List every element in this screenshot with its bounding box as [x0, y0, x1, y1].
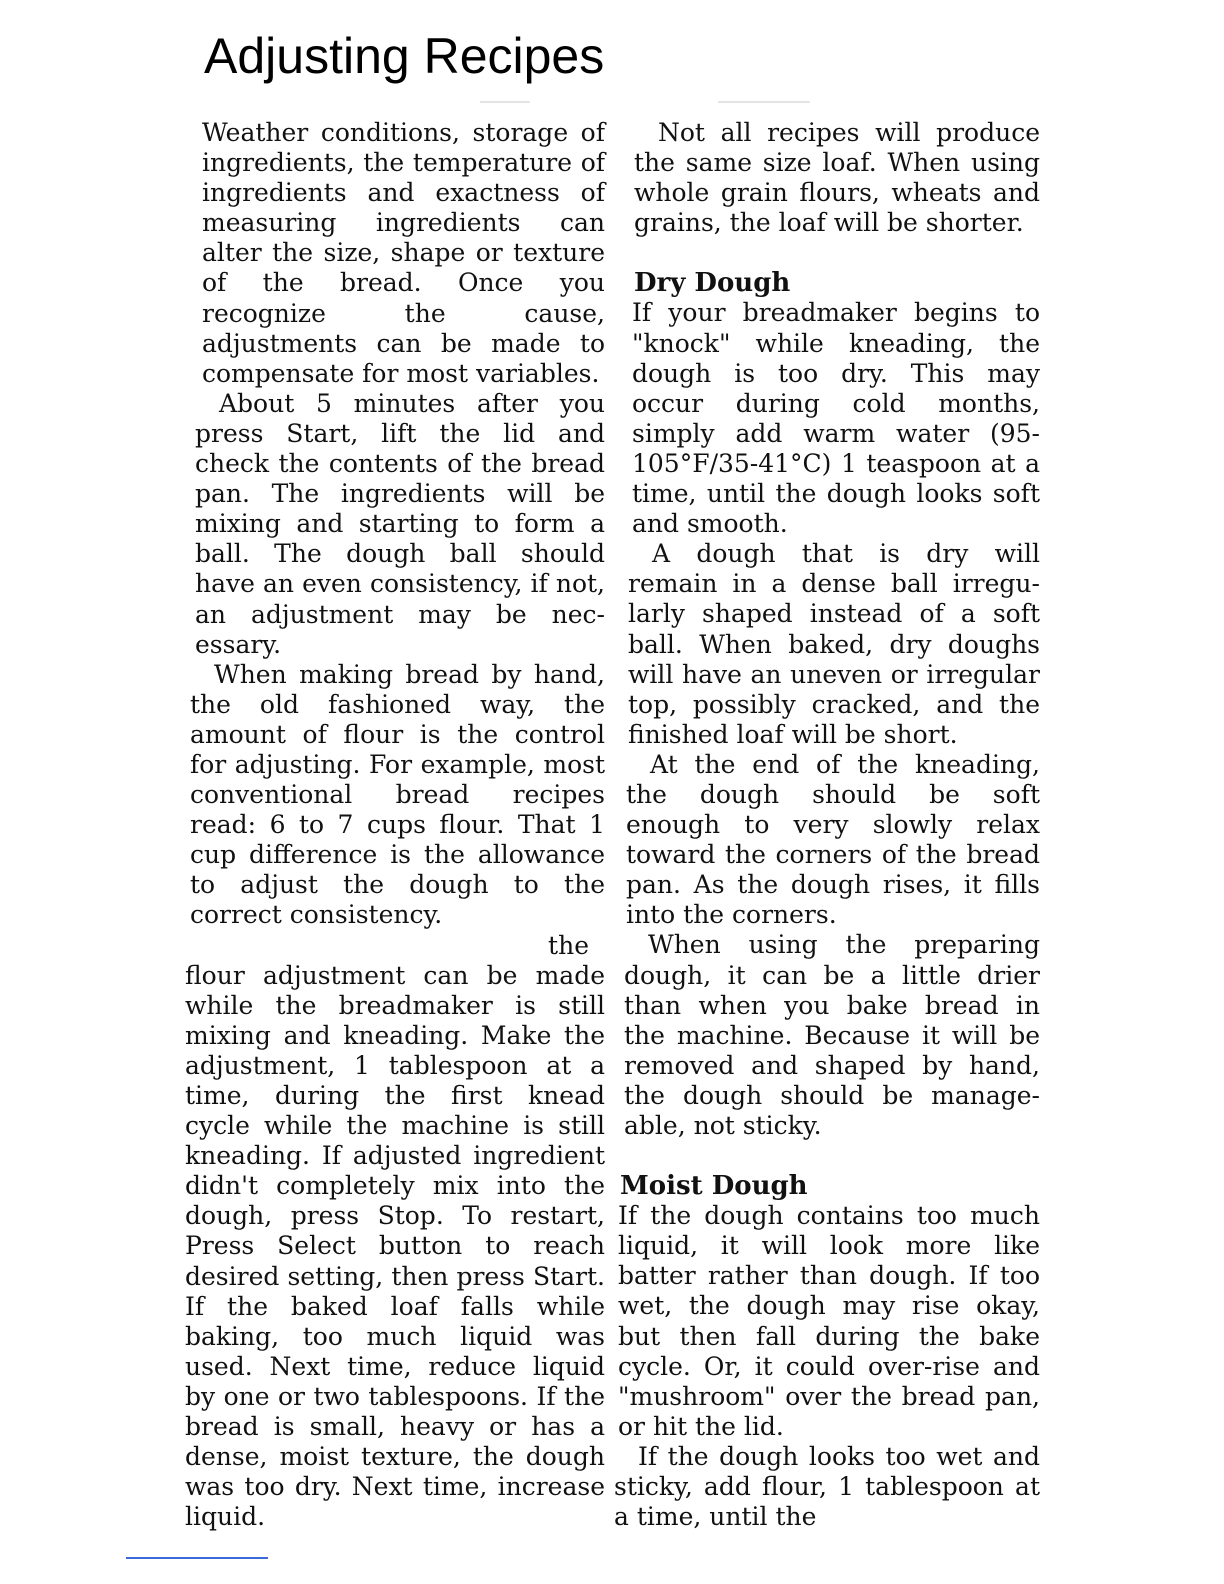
- footer-link-underline: [126, 1557, 268, 1559]
- flour-adjustment-lead: the: [548, 930, 589, 960]
- section-spacer: [614, 238, 1040, 268]
- header-divider-right: [718, 101, 810, 103]
- dry-dough-paragraph-1: If your breadmaker begins to "knock" while kneading, the dough is too dry. This may occur during cold months, simply add warm water (95-105°F/35-41°C) 1 teaspoon at a time, until the dough looks soft and smooth.: [632, 298, 1040, 539]
- moist-dough-paragraph-2: If the dough looks too wet and sticky, add flour, 1 tablespoon at a time, until the: [614, 1441, 1040, 1532]
- loaf-size-paragraph: Not all recipes will produce the same size loaf. When using whole grain flours, wheats and grains, the loaf will be shorter.: [634, 118, 1040, 238]
- moist-dough-heading: Moist Dough: [620, 1171, 808, 1202]
- page-title: Adjusting Recipes: [204, 28, 605, 84]
- start-check-paragraph: About 5 minutes after you press Start, lift the lid and check the contents of the bread pan. The ingredients will be mixing and starting to form a ball. The dough ball should have an even consistency, if not, an adjustment may be necessary.: [195, 388, 605, 659]
- moist-dough-paragraph-1: If the dough contains too much liquid, it will look more like batter rather than dough. If too wet, the dough may rise okay, but then fall during the bake cycle. Or, it could over-rise and "mushroom" over the bread pan, or hit the lid.: [618, 1201, 1040, 1441]
- dry-dough-paragraph-2: A dough that is dry will remain in a dense ball irregularly shaped instead of a soft ball. When baked, dry doughs will have an uneven or irregular top, possibly cracked, and the finished loaf will be short.: [628, 539, 1040, 749]
- dry-dough-paragraph-4: When using the preparing dough, it can be a little drier than when you bake bread in the machine. Because it will be removed and shaped by hand, the dough should be manageable, not sticky.: [624, 930, 1040, 1140]
- header-divider-left: [480, 101, 530, 103]
- hand-bread-paragraph: When making bread by hand, the old fashioned way, the amount of flour is the control for adjusting. For example, most conventional bread recipes read: 6 to 7 cups flour. That 1 cup difference is the allowance to adjust the dough to the correct consistency.: [190, 659, 605, 930]
- flour-adjustment-paragraph: flour adjustment can be made while the breadmaker is still mixing and kneading. Make the adjustment, 1 tablespoon at a time, during the first knead cycle while the machine is still kneading. If adjusted ingredient didn't completely mix into the dough, press Stop. To restart, Press Select button to reach desired setting, then press Start. If the baked loaf falls while baking, too much liquid was used. Next time, reduce liquid by one or two tablespoons. If the bread is small, heavy or has a dense, moist texture, the dough was too dry. Next time, increase liquid.: [185, 960, 605, 1532]
- left-column: [181, 118, 605, 1532]
- right-column: [614, 118, 1040, 1532]
- dry-dough-paragraph-3: At the end of the kneading, the dough should be soft enough to very slowly relax toward the corners of the bread pan. As the dough rises, it fills into the corners.: [626, 749, 1040, 930]
- section-spacer: [614, 1141, 1040, 1171]
- intro-paragraph: Weather conditions, storage of ingredients, the temperature of ingredients and exactness of measuring ingredients can alter the size, shape or texture of the bread. Once you recognize the cause, adjustments can be made to compensate for most variables.: [202, 118, 605, 388]
- dry-dough-heading: Dry Dough: [634, 268, 791, 299]
